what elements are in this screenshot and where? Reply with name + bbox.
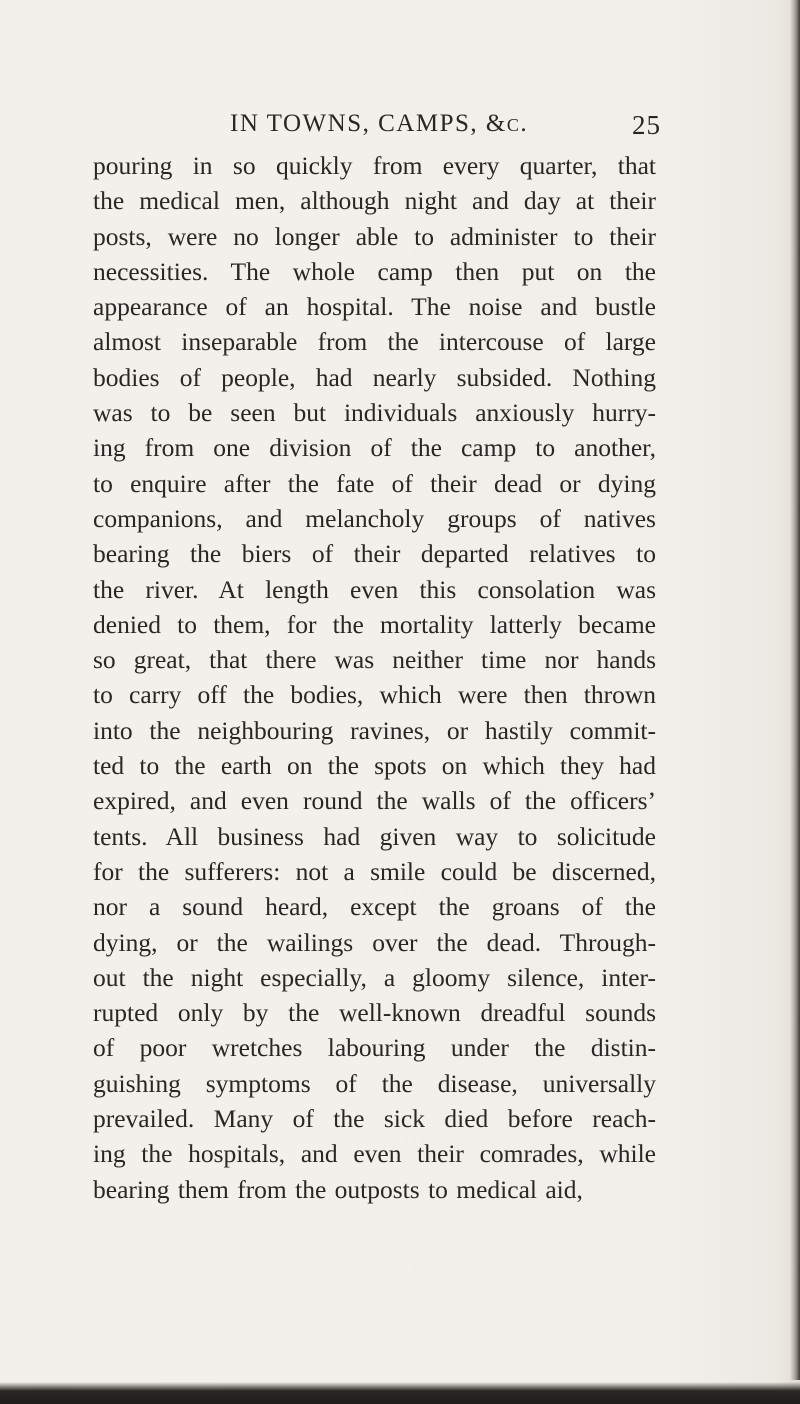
text-line: the river. At length even this consolation was — [93, 574, 656, 604]
text-line: almost inseparable from the intercouse of large — [93, 327, 656, 357]
running-head-title: IN TOWNS, CAMPS, &c. — [230, 110, 529, 137]
text-line: bearing the biers of their departed relatives to — [93, 539, 656, 569]
page-number: 25 — [632, 110, 661, 140]
text-line: expired, and even round the walls of the officers’ — [93, 786, 656, 816]
text-line: of poor wretches labouring under the distin- — [93, 1033, 656, 1063]
text-line: ing the hospitals, and even their comrades, while — [93, 1139, 656, 1169]
text-line: rupted only by the well-known dreadful sounds — [93, 998, 656, 1028]
body-text — [93, 148, 656, 1207]
text-line: for the sufferers: not a smile could be discerned, — [93, 856, 656, 886]
text-line: guishing symptoms of the disease, universally — [93, 1068, 656, 1098]
text-line: necessities. The whole camp then put on the — [93, 256, 656, 286]
text-line: to enquire after the fate of their dead or dying — [93, 468, 656, 498]
page-edge-shadow — [790, 0, 800, 1380]
text-line: tents. All business had given way to solicitude — [93, 821, 656, 851]
running-head — [93, 110, 661, 146]
text-line: companions, and melancholy groups of natives — [93, 503, 656, 533]
page-bottom-shadow — [0, 1382, 800, 1404]
text-line: appearance of an hospital. The noise and bustle — [93, 292, 656, 322]
text-line: to carry off the bodies, which were then thrown — [93, 680, 656, 710]
text-line: into the neighbouring ravines, or hastily commit- — [93, 715, 656, 745]
text-line: was to be seen but individuals anxiously hurry- — [93, 398, 656, 428]
text-line: out the night especially, a gloomy silence, inter- — [93, 962, 656, 992]
text-line: nor a sound heard, except the groans of the — [93, 892, 656, 922]
text-line: ted to the earth on the spots on which they had — [93, 751, 656, 781]
text-line: prevailed. Many of the sick died before reach- — [93, 1104, 656, 1134]
text-line: denied to them, for the mortality latterly became — [93, 609, 656, 639]
text-line: bodies of people, had nearly subsided. Nothing — [93, 362, 656, 392]
text-line: bearing them from the outposts to medical aid, — [93, 1174, 583, 1204]
text-line: ing from one division of the camp to another, — [93, 433, 656, 463]
text-line: so great, that there was neither time nor hands — [93, 645, 656, 675]
text-line: pouring in so quickly from every quarter, that — [93, 151, 656, 180]
text-line: dying, or the wailings over the dead. Through- — [93, 927, 656, 957]
text-line: posts, were no longer able to administer to their — [93, 221, 656, 251]
text-line: the medical men, although night and day at their — [93, 186, 656, 216]
